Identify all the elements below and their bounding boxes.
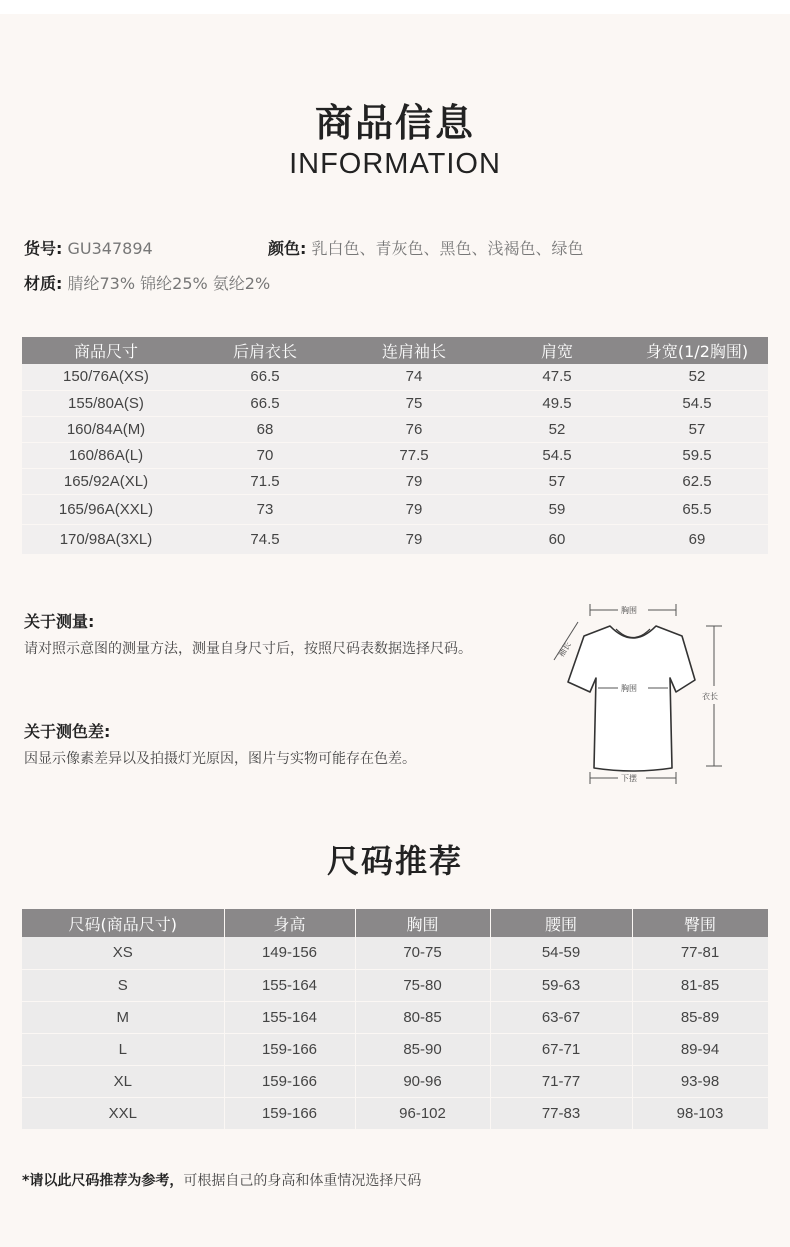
table-cell: 77-83 <box>490 1097 632 1129</box>
table-cell: 75 <box>340 390 488 416</box>
chest-mid-label: 胸围 <box>621 684 637 693</box>
table-cell: 60 <box>488 524 626 554</box>
size-table-header-cell: 后肩衣长 <box>190 337 340 364</box>
hem-label: 下摆 <box>621 774 637 783</box>
table-cell: S <box>22 969 224 1001</box>
table-cell: 52 <box>488 416 626 442</box>
table-cell: 150/76A(XS) <box>22 364 190 390</box>
table-cell: 155-164 <box>224 969 355 1001</box>
table-cell: 77.5 <box>340 442 488 468</box>
table-cell: 59.5 <box>626 442 768 468</box>
recommend-title: 尺码推荐 <box>326 842 463 880</box>
table-cell: 76 <box>340 416 488 442</box>
table-cell: 77-81 <box>632 937 768 969</box>
table-cell: 89-94 <box>632 1033 768 1065</box>
table-row <box>22 1033 768 1065</box>
table-cell: 47.5 <box>488 364 626 390</box>
size-table-header <box>22 337 768 364</box>
recommend-header-cell: 胸围 <box>355 909 490 937</box>
table-row <box>22 364 768 390</box>
tshirt-measure-diagram <box>540 600 740 796</box>
size-table-header-cell: 连肩袖长 <box>340 337 488 364</box>
table-cell: 73 <box>190 494 340 524</box>
footnote <box>22 1170 421 1190</box>
table-cell: 159-166 <box>224 1065 355 1097</box>
table-cell: 63-67 <box>490 1001 632 1033</box>
footnote-bold: *请以此尺码推荐为参考， <box>22 1173 184 1189</box>
length-label: 衣长 <box>702 692 718 701</box>
table-cell: 81-85 <box>632 969 768 1001</box>
table-cell: 67-71 <box>490 1033 632 1065</box>
table-cell: 160/84A(M) <box>22 416 190 442</box>
table-cell: 155-164 <box>224 1001 355 1033</box>
table-cell: 170/98A(3XL) <box>22 524 190 554</box>
top-band <box>0 0 790 14</box>
table-cell: 57 <box>488 468 626 494</box>
table-cell: 66.5 <box>190 390 340 416</box>
table-cell: 54-59 <box>490 937 632 969</box>
recommend-table <box>22 909 769 1130</box>
material-info <box>24 271 270 294</box>
item-number-label: 货号: <box>24 239 63 258</box>
table-cell: 98-103 <box>632 1097 768 1129</box>
table-row <box>22 1065 768 1097</box>
table-cell: 65.5 <box>626 494 768 524</box>
table-cell: XL <box>22 1065 224 1097</box>
table-cell: 69 <box>626 524 768 554</box>
measure-heading: 关于测量: <box>24 612 95 631</box>
recommend-header-cell: 身高 <box>224 909 355 937</box>
recommend-table-header <box>22 909 768 937</box>
sleeve-label: 袖长 <box>556 640 573 659</box>
color-diff-text: 因显示像素差异以及拍摄灯光原因，图片与实物可能存在色差。 <box>24 751 416 767</box>
recommend-header-cell: 腰围 <box>490 909 632 937</box>
tshirt-outline <box>568 626 695 771</box>
table-cell: 62.5 <box>626 468 768 494</box>
table-cell: 59-63 <box>490 969 632 1001</box>
table-cell: 52 <box>626 364 768 390</box>
table-row <box>22 442 768 468</box>
table-cell: 54.5 <box>626 390 768 416</box>
table-cell: 149-156 <box>224 937 355 969</box>
table-cell: 79 <box>340 468 488 494</box>
table-cell: 71-77 <box>490 1065 632 1097</box>
table-cell: 49.5 <box>488 390 626 416</box>
table-cell: 59 <box>488 494 626 524</box>
table-row <box>22 468 768 494</box>
chest-top-label: 胸围 <box>621 606 637 615</box>
table-row <box>22 937 768 969</box>
table-cell: 71.5 <box>190 468 340 494</box>
table-cell: L <box>22 1033 224 1065</box>
table-cell: M <box>22 1001 224 1033</box>
table-cell: 165/92A(XL) <box>22 468 190 494</box>
table-cell: 96-102 <box>355 1097 490 1129</box>
recommend-header-cell: 尺码(商品尺寸) <box>22 909 224 937</box>
table-row <box>22 524 768 554</box>
table-cell: 54.5 <box>488 442 626 468</box>
table-cell: 159-166 <box>224 1097 355 1129</box>
table-cell: 74 <box>340 364 488 390</box>
table-cell: 70-75 <box>355 937 490 969</box>
material-value: 腈纶73% 锦纶25% 氨纶2% <box>67 274 271 293</box>
table-row <box>22 969 768 1001</box>
color-value: 乳白色、青灰色、黑色、浅褐色、绿色 <box>311 239 584 258</box>
item-number <box>24 236 153 259</box>
measure-text: 请对照示意图的测量方法，测量自身尺寸后，按照尺码表数据选择尺码。 <box>24 641 472 657</box>
size-table-header-cell: 身宽(1/2胸围) <box>626 337 768 364</box>
color-label: 颜色: <box>268 239 307 258</box>
table-row <box>22 1001 768 1033</box>
table-row <box>22 390 768 416</box>
page-subtitle: INFORMATION <box>289 148 501 180</box>
size-table-header-cell: 肩宽 <box>488 337 626 364</box>
table-cell: 159-166 <box>224 1033 355 1065</box>
table-cell: 165/96A(XXL) <box>22 494 190 524</box>
table-cell: 66.5 <box>190 364 340 390</box>
table-cell: 57 <box>626 416 768 442</box>
table-cell: 80-85 <box>355 1001 490 1033</box>
table-cell: 155/80A(S) <box>22 390 190 416</box>
size-table <box>22 337 768 555</box>
table-row <box>22 416 768 442</box>
color-diff-heading: 关于测色差: <box>24 722 111 741</box>
table-cell: 93-98 <box>632 1065 768 1097</box>
table-row <box>22 494 768 524</box>
table-cell: 74.5 <box>190 524 340 554</box>
page-title: 商品信息 <box>314 101 475 145</box>
table-cell: 79 <box>340 494 488 524</box>
table-cell: XXL <box>22 1097 224 1129</box>
table-cell: 68 <box>190 416 340 442</box>
table-cell: 90-96 <box>355 1065 490 1097</box>
table-cell: 85-90 <box>355 1033 490 1065</box>
color-info <box>268 236 584 259</box>
table-cell: 160/86A(L) <box>22 442 190 468</box>
recommend-header-cell: 臀围 <box>632 909 768 937</box>
item-number-value: GU347894 <box>67 239 153 258</box>
table-row <box>22 1097 768 1129</box>
table-cell: XS <box>22 937 224 969</box>
table-cell: 85-89 <box>632 1001 768 1033</box>
table-cell: 75-80 <box>355 969 490 1001</box>
footnote-rest: 可根据自己的身高和体重情况选择尺码 <box>183 1173 422 1189</box>
table-cell: 70 <box>190 442 340 468</box>
table-cell: 79 <box>340 524 488 554</box>
material-label: 材质: <box>24 274 63 293</box>
size-table-header-cell: 商品尺寸 <box>22 337 190 364</box>
